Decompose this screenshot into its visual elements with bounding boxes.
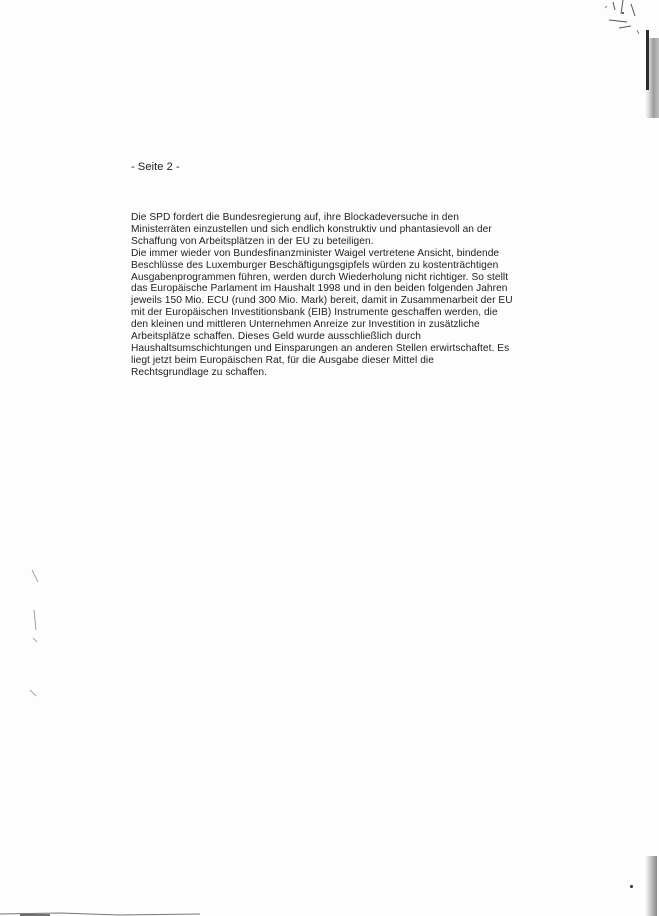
scan-artifact-right-bar (646, 30, 649, 90)
text-line: Die SPD fordert die Bundesregierung auf, ihre Blockadeversuche in den (131, 212, 459, 223)
text-line: liegt jetzt beim Europäischen Rat, für die Ausgabe dieser Mittel die (131, 354, 434, 366)
text-line: Arbeitsplätze schaffen. Dieses Geld wurde ausschließlich durch (131, 331, 422, 343)
body-paragraph (131, 212, 561, 379)
scan-artifact-top-corner (601, 0, 641, 40)
scan-speck (622, 12, 624, 14)
text-line: Beschlüsse des Luxemburger Beschäftigungsgipfels würden zu kostenträchtigen (131, 259, 499, 271)
text-line: Ausgabenprogrammen führen, werden durch Wiederholung nicht richtiger. So stellt (131, 271, 509, 283)
text-line: Die immer wieder von Bundesfinanzminister Waigel vertretene Ansicht, bindende (131, 247, 500, 259)
text-line: Ministerräten einzustellen und sich endlich konstruktiv und phantasievoll an der (131, 223, 492, 235)
text-line: den kleinen und mittleren Unternehmen Anreize zur Investition in zusätzliche (131, 319, 480, 331)
scan-artifact-left-marks (28, 500, 44, 700)
text-line: Haushaltsumschichtungen und Einsparungen an anderen Stellen erwirtschaftet. Es (131, 342, 510, 354)
scan-artifact-right-bottom (645, 856, 657, 916)
text-line: das Europäische Parlament im Haushalt 1998 und in den beiden folgenden Jahren (131, 283, 508, 295)
text-line: jeweils 150 Mio. ECU (rund 300 Mio. Mark) bereit, damit in Zusammenarbeit der EU (131, 295, 513, 307)
text-line: Rechtsgrundlage zu schaffen. (131, 366, 268, 378)
text-line: mit der Europäischen Investitionsbank (EIB) Instrumente geschaffen werden, die (131, 307, 498, 319)
page-number-header: - Seite 2 - (131, 161, 180, 173)
scan-speck (630, 885, 633, 888)
text-line: Schaffung von Arbeitsplätzen in der EU zu beteiligen. (131, 235, 374, 247)
scan-artifact-bottom-edge (0, 908, 659, 916)
